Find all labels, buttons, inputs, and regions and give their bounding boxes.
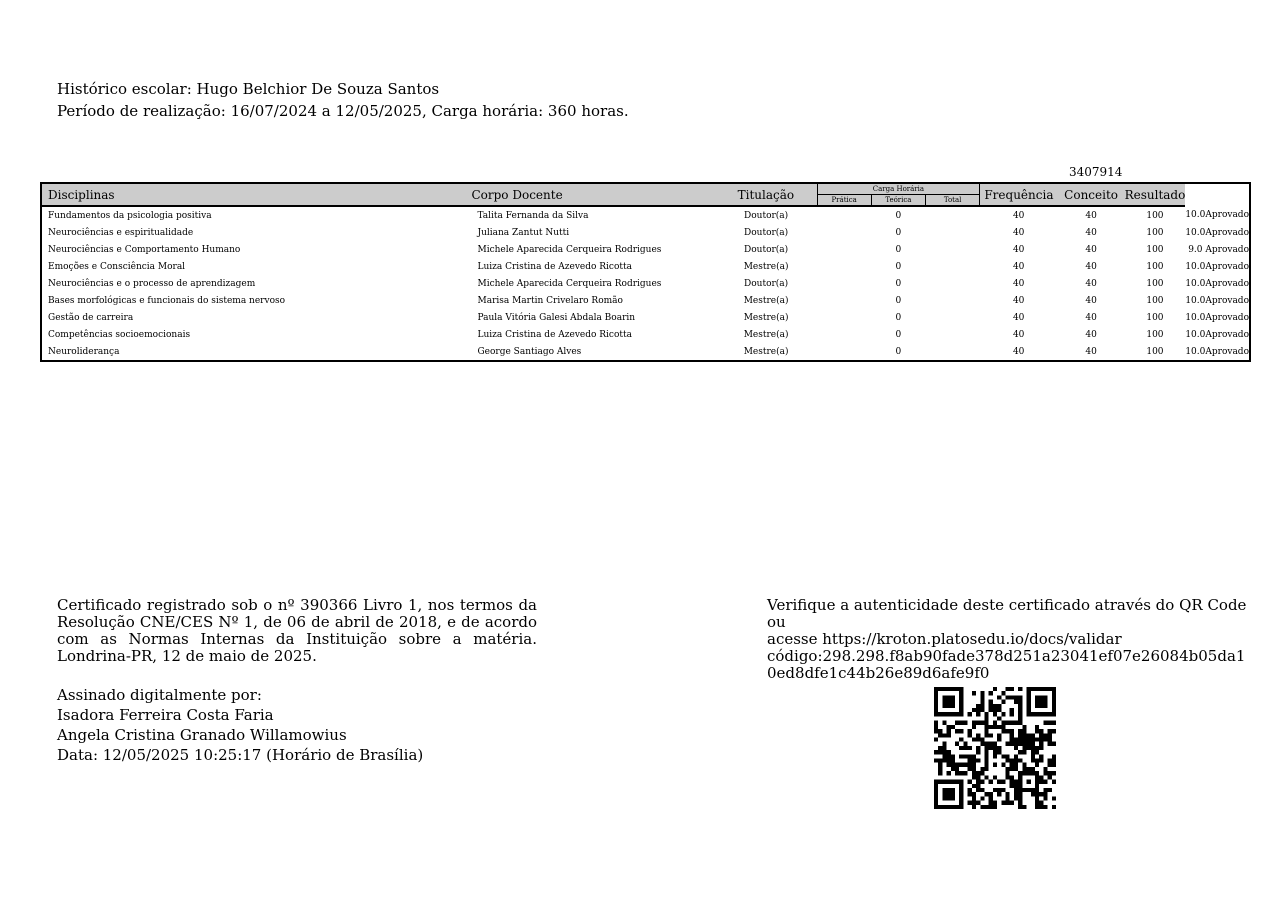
cell-docente: Luiza Cristina de Azevedo Ricotta <box>477 261 632 272</box>
signed-by-label: Assinado digitalmente por: <box>57 686 262 704</box>
cell-total: 40 <box>1085 261 1097 272</box>
cell-docente: Talita Fernanda da Silva <box>477 210 589 221</box>
cell-conceito: 10.0 <box>1185 295 1206 306</box>
cell-teorica: 40 <box>1012 244 1025 255</box>
cell-resultado: Aprovado <box>1205 295 1249 306</box>
cell-disciplina: Emoções e Consciência Moral <box>48 261 186 272</box>
cell-docente: Michele Aparecida Cerqueira Rodrigues <box>477 244 662 255</box>
cell-conceito: 10.0 <box>1185 312 1206 323</box>
cell-docente: Michele Aparecida Cerqueira Rodrigues <box>477 278 662 289</box>
cell-total: 40 <box>1085 312 1097 323</box>
cell-resultado: Aprovado <box>1205 261 1249 272</box>
carga-horaria-title: Carga Horária <box>818 184 980 195</box>
table-row <box>41 258 1250 275</box>
cell-disciplina: Neurociências e Comportamento Humano <box>48 244 241 255</box>
cell-teorica: 40 <box>1012 210 1025 221</box>
cell-total: 40 <box>1085 346 1097 357</box>
cell-conceito: 10.0 <box>1185 261 1206 272</box>
header-resultado: Resultado <box>1125 183 1186 206</box>
cell-resultado: Aprovado <box>1205 210 1249 220</box>
cell-frequencia: 100 <box>1146 227 1164 238</box>
cell-titulacao: Mestre(a) <box>743 261 789 272</box>
cell-frequencia: 100 <box>1146 210 1164 221</box>
signature-date: Data: 12/05/2025 10:25:17 (Horário de Brasília) <box>57 746 424 764</box>
cell-frequencia: 100 <box>1146 329 1164 340</box>
cell-total: 40 <box>1085 227 1097 238</box>
transcript-period-line: Período de realização: 16/07/2024 a 12/05/2025, Carga horária: 360 horas. <box>57 102 629 120</box>
cell-docente: Marisa Martin Crivelaro Romão <box>477 295 623 306</box>
cell-total: 40 <box>1085 210 1097 221</box>
header-carga-horaria <box>817 183 980 206</box>
cell-titulacao: Doutor(a) <box>744 210 789 221</box>
transcript-header <box>57 78 629 122</box>
cell-disciplina: Neurociências e o processo de aprendizagem <box>48 278 256 289</box>
cell-teorica: 40 <box>1012 261 1025 272</box>
cell-pratica: 0 <box>895 227 902 238</box>
cell-docente: Paula Vitória Galesi Abdala Boarin <box>477 312 636 323</box>
cell-resultado: Aprovado <box>1205 278 1249 289</box>
table-row <box>41 343 1250 361</box>
cell-conceito: 10.0 <box>1185 278 1206 289</box>
verification-text: Verifique a autenticidade deste certificado através do QR Code ou <box>767 596 1247 631</box>
header-teorica: Teórica <box>872 195 926 205</box>
header-conceito: Conceito <box>1058 183 1125 206</box>
cell-titulacao: Mestre(a) <box>743 295 789 306</box>
cell-pratica: 0 <box>895 295 902 306</box>
cell-teorica: 40 <box>1012 312 1025 323</box>
cell-conceito: 10.0 <box>1185 329 1206 340</box>
grades-table-body <box>41 206 1250 361</box>
qr-code-icon <box>934 687 1056 809</box>
cell-titulacao: Doutor(a) <box>744 227 789 238</box>
header-pratica: Prática <box>818 195 872 205</box>
cell-disciplina: Neurociências e espiritualidade <box>48 227 194 238</box>
table-row <box>41 275 1250 292</box>
header-frequencia: Frequência <box>980 183 1058 206</box>
table-row <box>41 224 1250 241</box>
cell-disciplina: Gestão de carreira <box>48 312 134 323</box>
cell-titulacao: Mestre(a) <box>743 346 789 357</box>
cell-pratica: 0 <box>895 312 902 323</box>
cell-frequencia: 100 <box>1146 312 1164 323</box>
document-code: 3407914 <box>1069 165 1123 179</box>
signers-block <box>57 685 423 765</box>
signer-name: Angela Cristina Granado Willamowius <box>57 726 347 744</box>
table-header-row <box>41 183 1250 206</box>
header-disciplinas: Disciplinas <box>41 183 465 206</box>
cell-conceito: 10.0 <box>1185 346 1206 357</box>
grades-table <box>40 182 1251 362</box>
cell-total: 40 <box>1085 278 1097 289</box>
verification-code: código:298.298.f8ab90fade378d251a23041ef07e26084b05da10ed8dfe1c44b26e89d6afe9f0 <box>767 647 1246 682</box>
cell-conceito: 10.0 <box>1185 210 1206 220</box>
header-total: Total <box>943 196 962 204</box>
cell-total: 40 <box>1085 244 1097 255</box>
cell-disciplina: Neuroliderança <box>48 346 120 357</box>
cell-resultado: Aprovado <box>1205 244 1249 255</box>
verification-block <box>767 597 1247 682</box>
cell-pratica: 0 <box>895 261 902 272</box>
cell-disciplina: Fundamentos da psicologia positiva <box>48 210 212 221</box>
cell-docente: George Santiago Alves <box>477 346 582 357</box>
cell-conceito: 10.0 <box>1185 227 1206 238</box>
cell-total: 40 <box>1085 295 1097 306</box>
cell-docente: Luiza Cristina de Azevedo Ricotta <box>477 329 632 340</box>
cell-pratica: 0 <box>895 329 902 340</box>
cell-frequencia: 100 <box>1146 244 1164 255</box>
cell-resultado: Aprovado <box>1205 329 1249 340</box>
table-row <box>41 292 1250 309</box>
cell-teorica: 40 <box>1012 329 1025 340</box>
cell-docente: Juliana Zantut Nutti <box>477 227 570 238</box>
cell-resultado: Aprovado <box>1205 227 1249 238</box>
cell-pratica: 0 <box>895 210 902 221</box>
table-row <box>41 241 1250 258</box>
cell-resultado: Aprovado <box>1205 346 1249 357</box>
cell-titulacao: Doutor(a) <box>744 244 789 255</box>
cell-teorica: 40 <box>1012 295 1025 306</box>
certificate-registration-text: Certificado registrado sob o nº 390366 Livro 1, nos termos da Resolução CNE/CES Nº 1, de 06 de abril de 2018, e de acordo com as Normas Internas da Instituição sobre a matéria. Londrina-PR, 12 de maio de 2025. <box>57 596 537 665</box>
cell-teorica: 40 <box>1012 278 1025 289</box>
cell-disciplina: Bases morfológicas e funcionais do sistema nervoso <box>48 295 286 306</box>
cell-disciplina: Competências socioemocionais <box>48 329 191 340</box>
table-row <box>41 309 1250 326</box>
table-row <box>41 326 1250 343</box>
cell-total: 40 <box>1085 329 1097 340</box>
cell-pratica: 0 <box>895 244 902 255</box>
cell-titulacao: Mestre(a) <box>743 329 789 340</box>
cell-conceito: 9.0 <box>1188 244 1203 255</box>
verification-url: acesse https://kroton.platosedu.io/docs/validar <box>767 630 1122 648</box>
cell-titulacao: Mestre(a) <box>743 312 789 323</box>
cell-frequencia: 100 <box>1146 261 1164 272</box>
table-row <box>41 206 1250 224</box>
cell-titulacao: Doutor(a) <box>744 278 789 289</box>
cell-teorica: 40 <box>1012 346 1025 357</box>
cell-resultado: Aprovado <box>1205 312 1249 323</box>
cell-teorica: 40 <box>1012 227 1025 238</box>
cell-pratica: 0 <box>895 278 902 289</box>
header-corpo-docente: Corpo Docente <box>465 183 715 206</box>
cell-frequencia: 100 <box>1146 295 1164 306</box>
cell-frequencia: 100 <box>1146 346 1164 357</box>
header-titulacao: Titulação <box>715 183 817 206</box>
signer-name: Isadora Ferreira Costa Faria <box>57 706 274 724</box>
transcript-student-line: Histórico escolar: Hugo Belchior De Souza Santos <box>57 80 440 98</box>
cell-pratica: 0 <box>895 346 902 357</box>
cell-frequencia: 100 <box>1146 278 1164 289</box>
